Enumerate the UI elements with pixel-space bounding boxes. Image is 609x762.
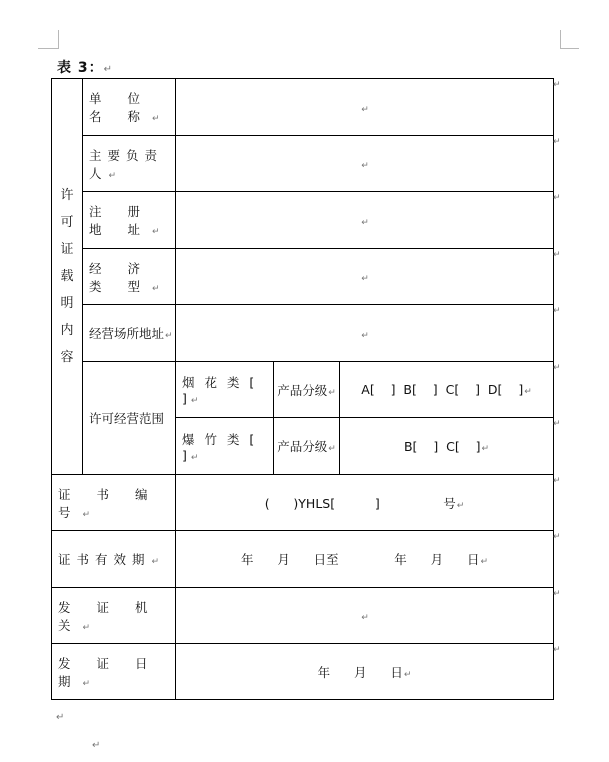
row-end-mark: ↵ [553,193,561,203]
label-site-address: 经营场所地址↵ [83,305,176,362]
value-site-address[interactable]: ↵ [176,305,554,362]
label-cert-no: 证 书 编 号↵ [52,475,176,531]
label-econ-type: 经 济 类 型↵ [83,249,176,305]
firecrackers-grades[interactable]: B[ ] C[ ]↵ [340,418,554,475]
fireworks-category[interactable]: 烟 花 类 [ ]↵ [176,362,274,418]
row-end-mark: ↵ [553,306,561,316]
value-cert-no[interactable]: ( )YHLS[ ] 号↵ [176,475,554,531]
label-issuer: 发 证 机 关↵ [52,588,176,644]
row-end-mark: ↵ [553,363,561,373]
value-issuer[interactable]: ↵ [176,588,554,644]
paragraph-mark: ↵ [56,712,65,723]
side-label: 许可证载明内容 [60,188,74,365]
row-end-mark: ↵ [553,532,561,542]
row-end-mark: ↵ [553,589,561,599]
label-unit-name: 单 位 名 称↵ [83,79,176,136]
label-principal: 主要负责人↵ [83,136,176,192]
fireworks-grades[interactable]: A[ ] B[ ] C[ ] D[ ]↵ [340,362,554,418]
firecrackers-grade-label: 产品分级↵ [274,418,340,475]
row-end-mark: ↵ [553,645,561,655]
row-end-mark: ↵ [553,476,561,486]
table-caption: 表 3：↵ [57,60,114,76]
row-end-mark: ↵ [553,80,561,90]
label-validity: 证书有效期↵ [52,531,176,588]
label-issue-date: 发 证 日 期↵ [52,644,176,700]
paragraph-mark: ↵ [92,740,101,751]
value-issue-date[interactable]: 年 月 日↵ [176,644,554,700]
fireworks-grade-label: 产品分级↵ [274,362,340,418]
value-unit-name[interactable]: ↵ [176,79,554,136]
firecrackers-category[interactable]: 爆 竹 类 [ ]↵ [176,418,274,475]
value-principal[interactable]: ↵ [176,136,554,192]
license-table [51,78,553,699]
value-econ-type[interactable]: ↵ [176,249,554,305]
label-address: 注 册 地 址↵ [83,192,176,249]
label-scope: 许可经营范围 [83,362,176,475]
crop-mark-top-right [560,30,579,49]
crop-mark-top-left [38,30,59,49]
row-end-mark: ↵ [553,137,561,147]
side-label-cell [52,79,83,475]
value-address[interactable]: ↵ [176,192,554,249]
row-end-mark: ↵ [553,419,561,429]
row-end-mark: ↵ [553,250,561,260]
value-validity[interactable]: 年 月 日至 年 月 日↵ [176,531,554,588]
